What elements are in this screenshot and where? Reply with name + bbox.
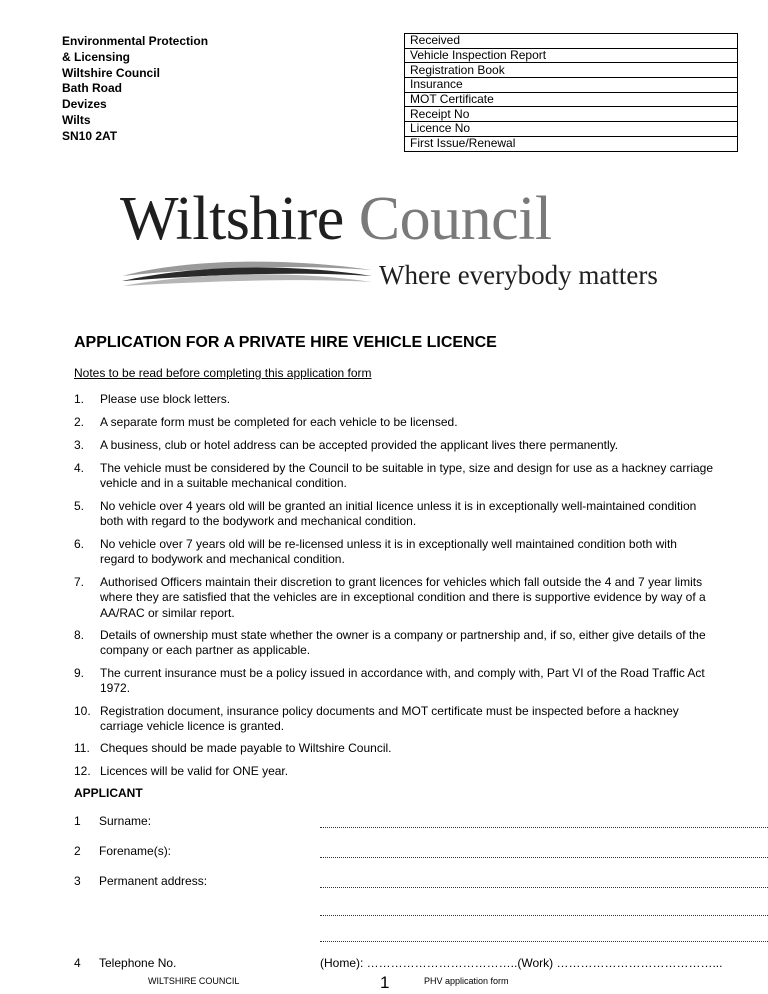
note-text: Please use block letters. [100,392,231,406]
address-line: Wilts [62,112,91,127]
note-number: 12. [74,764,91,778]
office-use-table [404,33,738,152]
logo-name-part2: Council [358,185,552,253]
note-number: 5. [74,499,85,513]
note-text: The vehicle must be considered by the Council to be suitable in type, size and design for use as a hackney carriage vehicle and in a suitable mechanical condition. [100,461,714,491]
logo-tagline: Where everybody matters [379,260,658,290]
notes-title: Notes to be read before completing this application form [74,366,372,380]
note-item [74,628,714,659]
office-use-cell: Registration Book [405,63,738,78]
note-number: 4. [74,461,85,475]
note-number: 11. [74,741,90,755]
field-number: 2 [74,844,81,858]
address-line: Bath Road [62,81,122,96]
note-number: 1. [74,392,85,406]
note-item [74,461,714,492]
note-text: Registration document, insurance policy documents and MOT certificate must be inspected before a hackney carriage vehicle licence is granted. [100,704,679,734]
office-use-cell: Insurance [405,78,738,93]
note-text: The current insurance must be a policy issued in accordance with, and comply with, Part VI of the Road Traffic Act 1972. [100,666,705,696]
note-item [74,666,714,697]
telephone-field[interactable]: (Home): ………………………………..(Work) …………………………………... [320,956,723,970]
telephone-label: Telephone No. [99,956,177,970]
note-item [74,415,714,430]
surname-row [74,814,724,830]
address-line: Environmental Protection [62,34,209,48]
forename-label: Forename(s): [99,844,172,858]
field-number: 3 [74,874,81,888]
address-field-line-3[interactable] [320,930,768,942]
office-use-cell: MOT Certificate [405,92,738,107]
office-use-cell: Received [405,34,738,49]
field-number: 4 [74,956,81,970]
surname-label: Surname: [99,814,152,828]
note-text: Cheques should be made payable to Wiltshire Council. [100,741,392,755]
note-item [74,499,714,530]
page-number: 1 [380,973,390,992]
note-text: No vehicle over 4 years old will be granted an initial licence unless it is in exceptionally well-maintained condition both with regard to the bodywork and mechanical condition. [100,499,697,529]
note-number: 3. [74,438,85,452]
footer-right: PHV application form [424,976,509,986]
office-use-cell: First Issue/Renewal [405,136,738,151]
note-number: 8. [74,628,85,642]
address-line: Devizes [62,97,107,112]
council-address [62,34,208,145]
forename-field[interactable] [320,846,768,858]
office-use-cell: Receipt No [405,107,738,122]
note-item [74,392,714,407]
note-number: 6. [74,537,85,551]
council-logo [120,184,680,304]
note-text: No vehicle over 7 years old will be re-licensed unless it is in exceptionally well maintained condition both with regard to bodywork and mechanical condition. [100,537,677,567]
note-number: 9. [74,666,85,680]
office-use-cell: Vehicle Inspection Report [405,48,738,63]
surname-field[interactable] [320,816,768,828]
forename-row [74,844,724,860]
address-line: SN10 2AT [62,128,118,143]
address-row [74,874,724,890]
office-use-cell: Licence No [405,122,738,137]
note-item [74,704,714,735]
note-item [74,575,714,621]
page-title: APPLICATION FOR A PRIVATE HIRE VEHICLE LICENCE [74,334,497,351]
note-text: Authorised Officers maintain their discretion to grant licences for vehicles which fall outside the 4 and 7 year limits where they are satisfied that the vehicles are in exceptional condition and there is supportive evidence by way of a AA/RAC or similar report. [100,575,706,620]
logo-name-part1: Wiltshire [120,185,344,253]
address-field-line-2[interactable] [320,904,768,916]
address-row-2 [74,902,724,918]
address-row-3 [74,928,724,944]
note-text: A separate form must be completed for each vehicle to be licensed. [100,415,458,429]
address-label: Permanent address: [99,874,208,888]
note-number: 2. [74,415,85,429]
field-number: 1 [74,814,81,828]
applicant-heading: APPLICANT [74,786,143,800]
note-text: A business, club or hotel address can be accepted provided the applicant lives there permanently. [100,438,619,452]
note-item [74,741,714,756]
address-line: & Licensing [62,49,131,64]
note-number: 7. [74,575,85,589]
address-line: Wiltshire Council [62,65,160,80]
note-text: Details of ownership must state whether the owner is a company or partnership and, if so, either give details of the company or each partner as applicable. [100,628,706,658]
address-field-line-1[interactable] [320,876,768,888]
note-number: 10. [74,704,91,718]
note-item [74,438,714,453]
note-item [74,537,714,568]
swoosh-icon [120,254,375,294]
logo-wordmark [120,184,552,254]
footer-left: WILTSHIRE COUNCIL [148,976,240,986]
telephone-row [74,956,724,972]
note-text: Licences will be valid for ONE year. [100,764,289,778]
note-item [74,764,714,779]
